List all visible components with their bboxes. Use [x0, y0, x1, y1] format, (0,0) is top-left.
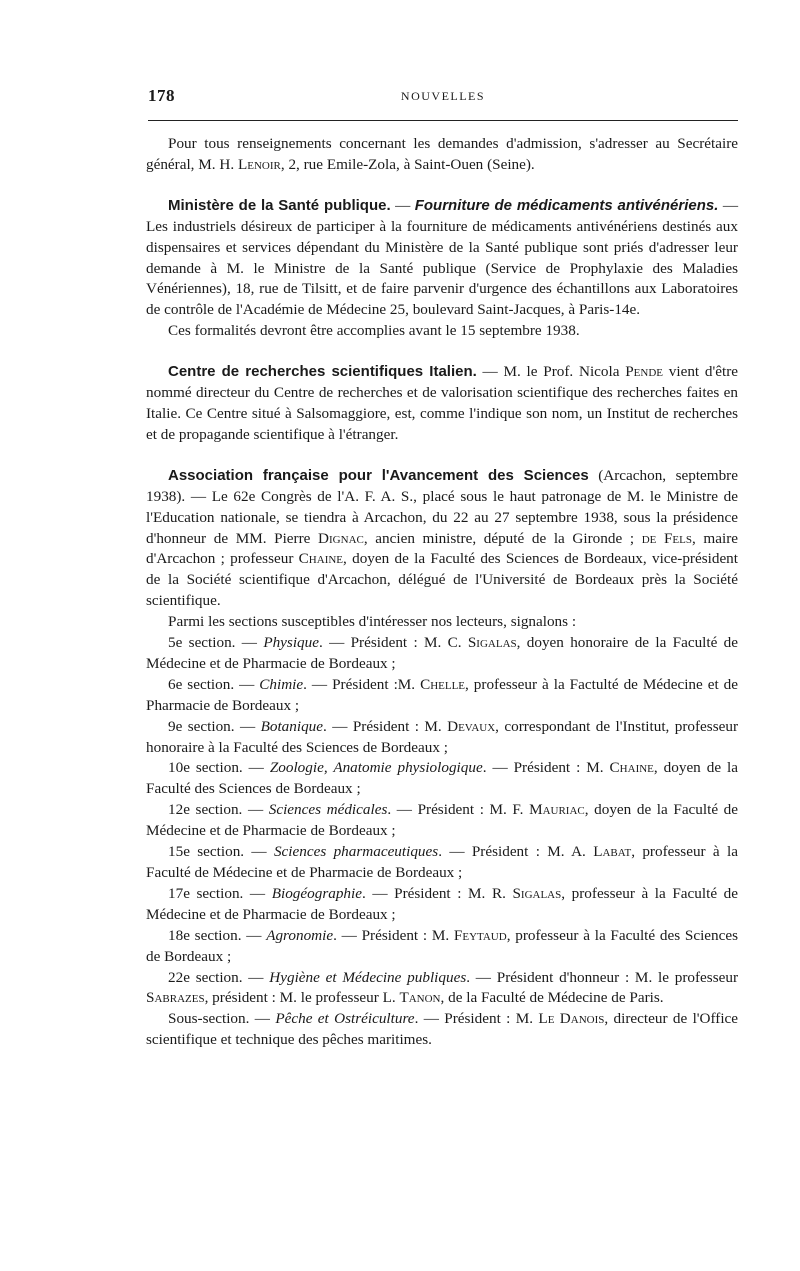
- person-name: de Fels: [641, 529, 692, 547]
- association-heading: Association française pour l'Avancement des Sciences: [168, 466, 589, 484]
- person-name: Lenoir: [237, 155, 281, 173]
- running-title: NOUVELLES: [400, 89, 486, 103]
- ministere-note: Ces formalités devront être accomplies avant le 15 septembre 1938.: [168, 322, 580, 340]
- section-entry: 10e section. — Zoologie, Anatomie physiologique. — Président : M. Chaine, doyen de la Faculté des Sciences de Bordeaux ;: [146, 759, 738, 798]
- association-paragraph: Association française pour l'Avancement des Sciences (Arcachon, septembre 1938). — Le 62e Congrès de l'A. F. A. S., placé sous le haut patronage de M. le Ministre de l'Education nationale, se tiendra à Arcachon, du 22 au 27 septembre 1938, sous la présidence d'honneur de MM. Pierre Dignac, ancien ministre, député de la Gironde ; de Fels, maire d'Arcachon ; professeur Chaine, doyen de la Faculté des Sciences de Bordeaux, vice-président de la Société scientifique d'Arcachon, délégué de l'Université de Bordeaux près la Société scientifique.: [146, 466, 739, 610]
- person-name: Dignac: [318, 529, 364, 547]
- ministere-heading: Ministère de la Santé publique.: [168, 196, 391, 214]
- section-entry: 15e section. — Sciences pharmaceutiques. — Président : M. A. Labat, professeur à la Faculté de Médecine et de Pharmacie de Bordeaux ;: [146, 843, 738, 881]
- intro-paragraph: Pour tous renseignements concernant les demandes d'admission, s'adresser au Secrétaire général, M. H. Lenoir, 2, rue Emile-Zola, à Saint-Ouen (Seine).: [146, 135, 738, 173]
- page-number: 178: [148, 86, 175, 105]
- section-entry: 22e section. — Hygiène et Médecine publiques. — Président d'honneur : M. le professeur Sabrazes, président : M. le professeur L. Tanon, de la Faculté de Médecine de Paris.: [146, 968, 739, 1007]
- sections-intro: Parmi les sections susceptibles d'intéresser nos lecteurs, signalons :: [168, 613, 577, 631]
- spacer: [146, 342, 738, 362]
- spacer: [146, 176, 738, 196]
- section-entry: 18e section. — Agronomie. — Président : M. Feytaud, professeur à la Faculté des Sciences de Bordeaux ;: [146, 926, 739, 965]
- spacer: [146, 446, 738, 466]
- page-header: [148, 86, 738, 110]
- article-body: [146, 134, 738, 1051]
- centre-heading: Centre de recherches scientifiques Italien.: [168, 363, 477, 381]
- section-entry: 5e section. — Physique. — Président : M. C. Sigalas, doyen honoraire de la Faculté de Médecine et de Pharmacie de Bordeaux ;: [146, 634, 738, 672]
- person-name: Chaine: [298, 550, 344, 568]
- centre-paragraph: Centre de recherches scientifiques Italien. — M. le Prof. Nicola Pende vient d'être nommé directeur du Centre de recherches et de valorisation scientifique des recherches faites en Italie. Ce Centre situé à Salsomaggiore, est, comme l'indique son nom, un Institut de recherches et de propagande scientifique à l'étranger.: [146, 363, 738, 443]
- ministere-paragraph: Ministère de la Santé publique. — Fourniture de médicaments antivénériens. — Les industriels désireux de participer à la fourniture de médicaments antivénériens destinés aux dispensaires et services dépendant du Ministère de la Santé publique sont priés d'adresser leur demande à M. le Ministre de la Santé publique (Service de Prophylaxie des Maladies Vénériennes), 18, rue de Tilsitt, et de faire parvenir d'urgence des échantillons aux Laboratoires de contrôle de l'Académie de Médecine 25, boulevard Saint-Jacques, à Paris-14e.: [146, 196, 739, 319]
- section-entry: 9e section. — Botanique. — Président : M. Devaux, correspondant de l'Institut, professeur honoraire à la Faculté des Sciences de Bordeaux ;: [146, 717, 739, 756]
- person-name: Pende: [625, 363, 664, 381]
- section-entry: 6e section. — Chimie. — Président :M. Chelle, professeur à la Factulté de Médecine et de Pharmacie de Bordeaux ;: [146, 675, 739, 714]
- section-entry: Sous-section. — Pêche et Ostréiculture. — Président : M. Le Danois, directeur de l'Office scientifique et technique des pêches maritimes.: [146, 1010, 739, 1049]
- section-entry: 17e section. — Biogéographie. — Président : M. R. Sigalas, professeur à la Faculté de Médecine et de Pharmacie de Bordeaux ;: [146, 884, 738, 923]
- ministere-subheading: Fourniture de médicaments antivénériens.: [414, 196, 719, 214]
- header-rule: [148, 120, 738, 121]
- section-entry: 12e section. — Sciences médicales. — Président : M. F. Mauriac, doyen de la Faculté de Médecine et de Pharmacie de Bordeaux ;: [146, 801, 739, 840]
